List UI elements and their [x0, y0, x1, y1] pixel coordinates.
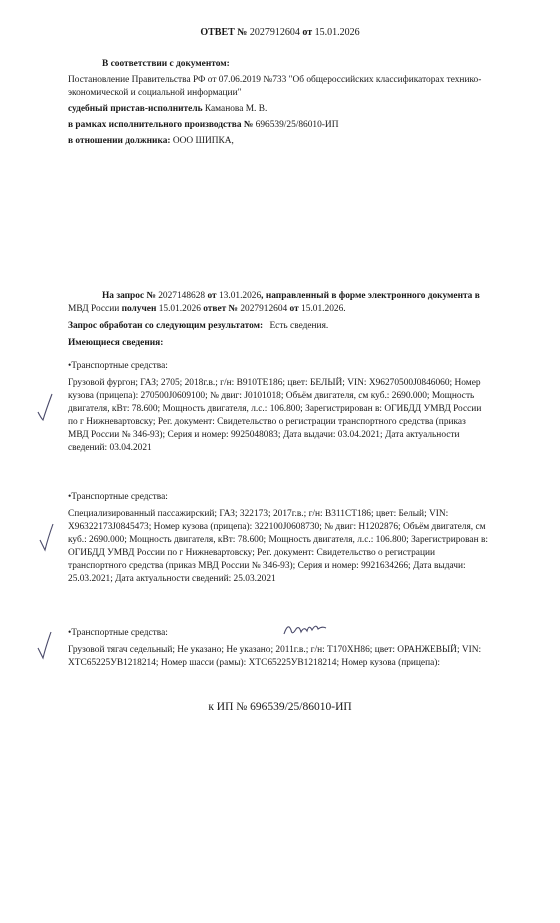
request-from: от	[207, 291, 217, 301]
basis-document-line-2: экономической и социальной информации"	[68, 87, 242, 98]
vehicle-line: по г Нижневартовску; Рег. документ: Свидетельство о регистрации транспортного средства (приказ	[68, 416, 466, 427]
request-line-2	[68, 303, 508, 316]
request-sent-form: , направленный в форме электронного документа в	[261, 291, 480, 301]
vehicle-line: двигателя, кВт: 78.600; Мощность двигателя, л.с.: 106.800; Зарегистрирован в: ОГИБДД УМВД России	[68, 403, 482, 414]
basis-section	[68, 58, 508, 148]
handwritten-annotation	[282, 620, 330, 645]
title-from: от	[302, 27, 313, 38]
basis-document-line-1: Постановление Правительства РФ от 07.06.2019 №733 "Об общероссийских классификаторах технико-	[68, 74, 482, 85]
document-title	[0, 26, 560, 40]
basis-heading: В соответствии с документом:	[102, 59, 230, 69]
vehicle-line: 25.03.2021; Дата актуальности сведений: 25.03.2021	[68, 573, 276, 584]
vehicle-line: транспортного средства (приказ МВД России № 346-93); Серия и номер: 9921634266; Дата выдачи:	[68, 560, 466, 571]
proceeding-number: 696539/25/86010-ИП	[255, 119, 339, 130]
request-section	[68, 290, 508, 350]
answer-label: ответ №	[203, 303, 238, 314]
vehicle-line: куб.: 2690.000; Мощность двигателя, кВт: 78.600; Мощность двигателя, л.с.: 106.800; Зарегистрирован в:	[68, 534, 488, 545]
vehicle-line: ОГИБДД УМВД России по г Нижневартовску; Рег. документ: Свидетельство о регистрации	[68, 547, 435, 558]
vehicle-line: сведений: 03.04.2021	[68, 442, 152, 453]
response-date: 15.01.2026	[314, 27, 360, 38]
vehicle-line: XTC65225УВ1218214; Номер шасси (рамы): XTC65225УВ1218214; Номер кузова (прицепа):	[68, 657, 441, 668]
vehicle-line: МВД России № 346-93); Серия и номер: 9925048083; Дата выдачи: 03.04.2021; Дата актуальности	[68, 429, 460, 440]
vehicle-line: кузова (прицепа): 270500J0609100; № двиг: J0101018; Объём двигателя, см куб.: 2690.000; Мощность	[68, 390, 475, 401]
bailiff-name: Каманова М. В.	[204, 103, 268, 114]
request-date: 13.01.2026	[218, 291, 262, 301]
answer-date: 15.01.2026.	[301, 303, 346, 314]
answer-number: 2027912604	[240, 303, 288, 314]
received-label: получен	[121, 303, 157, 314]
result-label: Запрос обработан со следующим результатом:	[68, 320, 264, 331]
handwritten-checkmark-1	[36, 392, 56, 427]
response-number: 2027912604	[249, 27, 300, 38]
result-value: Есть сведения.	[269, 320, 329, 331]
request-label: На запрос №	[102, 291, 156, 301]
proceeding-label: в рамках исполнительного производства №	[68, 119, 254, 130]
request-line-1	[68, 290, 508, 303]
title-prefix: ОТВЕТ №	[200, 27, 248, 38]
vehicle-heading: •Транспортные средства:	[68, 628, 168, 638]
vehicle-line: Специализированный пассажирский; ГАЗ; 322173; 2017г.в.; г/н: В311СТ186; цвет: Белый; VIN:	[68, 508, 449, 519]
debtor-line	[68, 135, 508, 148]
bailiff-line	[68, 103, 508, 116]
available-info-label: Имеющиеся сведения:	[68, 337, 164, 348]
bailiff-label: судебный пристав-исполнитель	[68, 103, 203, 114]
vehicle-heading: •Транспортные средства:	[68, 361, 168, 371]
received-date: 15.01.2026	[158, 303, 201, 314]
request-number: 2027148628	[158, 291, 206, 301]
vehicle-heading: •Транспортные средства:	[68, 492, 168, 502]
vehicle-line: X96322173J0845473; Номер кузова (прицепа): 322100J0608730; № двиг: H1202876; Объём двигателя, см	[68, 521, 486, 532]
debtor-name: ООО ШИПКА,	[172, 135, 234, 146]
proceeding-line	[68, 119, 508, 132]
recipient-org: МВД России	[68, 303, 120, 314]
vehicle-line: Грузовой фургон; ГАЗ; 2705; 2018г.в.; г/н: В910ТЕ186; цвет: БЕЛЫЙ; VIN: X96270500J0846060; Номер	[68, 377, 481, 388]
handwritten-checkmark-3	[36, 630, 56, 665]
vehicle-entry-1	[68, 360, 506, 455]
handwritten-checkmark-2	[38, 522, 58, 557]
result-line	[68, 320, 508, 333]
answer-from: от	[289, 303, 299, 314]
vehicle-line: Грузовой тягач седельный; Не указано; Не указано; 2011г.в.; г/н: Т170ХН86; цвет: ОРАНЖЕВЫЙ; VIN:	[68, 644, 482, 655]
footer-reference: к ИП № 696539/25/86010-ИП	[208, 701, 352, 713]
vehicle-entry-2	[68, 491, 506, 586]
debtor-label: в отношении должника:	[68, 135, 171, 146]
